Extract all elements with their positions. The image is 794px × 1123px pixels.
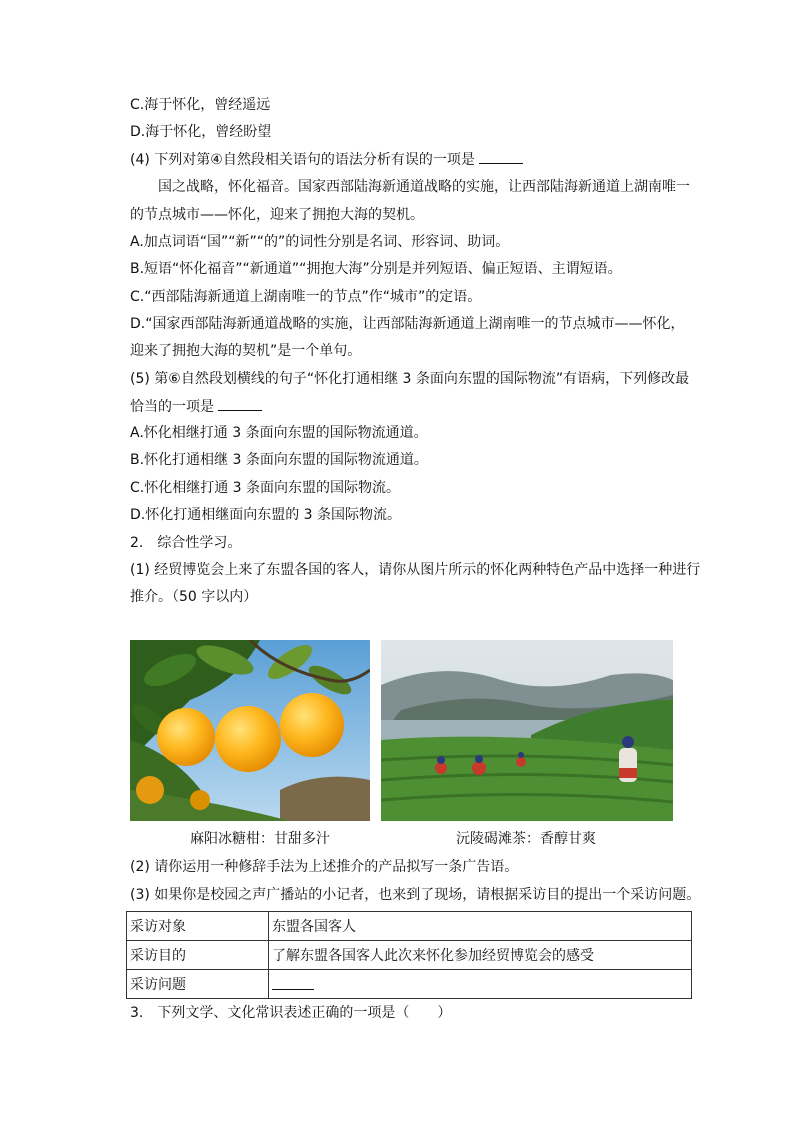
option-d-continued: 迎来了拥抱大海的契机”是一个单句。 <box>130 343 362 359</box>
caption-orange: 麻阳冰糖柑：甘甜多汁 <box>190 831 330 847</box>
answer-blank <box>479 149 523 164</box>
table-value: 东盟各国客人 <box>269 912 692 941</box>
option-b: B.短语“怀化福音”“新通道”“拥抱大海”分别是并列短语、偏正短语、主谓短语。 <box>130 261 622 277</box>
option-d: D.海于怀化，曾经盼望 <box>130 124 272 140</box>
table-row <box>127 941 692 970</box>
tea-field-photo <box>381 640 673 821</box>
option-c: C.怀化相继打通 3 条面向东盟的国际物流。 <box>130 480 401 496</box>
table-key: 采访问题 <box>127 970 269 999</box>
question-2-part-1-continued: 推介。（50 字以内） <box>130 589 258 605</box>
passage-line: 国之战略，怀化福音。国家西部陆海新通道战略的实施，让西部陆海新通道上湖南唯一 <box>158 179 690 195</box>
option-d: D.“国家西部陆海新通道战略的实施，让西部陆海新通道上湖南唯一的节点城市——怀化， <box>130 316 685 332</box>
table-row <box>127 912 692 941</box>
table-value: 了解东盟各国客人此次来怀化参加经贸博览会的感受 <box>269 941 692 970</box>
question-5-stem: (5) 第⑥自然段划横线的句子“怀化打通相继 3 条面向东盟的国际物流”有语病，下列修改最 <box>130 371 690 387</box>
question-5-stem-continued: 恰当的一项是 <box>130 396 262 417</box>
question-2-part-1: (1) 经贸博览会上来了东盟各国的客人，请你从图片所示的怀化两种特色产品中选择一种进行 <box>130 562 701 578</box>
option-c: C.“西部陆海新通道上湖南唯一的节点”作“城市”的定语。 <box>130 289 482 305</box>
answer-blank <box>272 975 314 990</box>
option-d: D.怀化打通相继面向东盟的 3 条国际物流。 <box>130 507 402 523</box>
option-b: B.怀化打通相继 3 条面向东盟的国际物流通道。 <box>130 452 428 468</box>
table-row <box>127 970 692 999</box>
question-2-part-2: (2) 请你运用一种修辞手法为上述推介的产品拟写一条广告语。 <box>130 859 519 875</box>
question-3-stem: 3. 下列文学、文化常识表述正确的一项是（ ） <box>130 1005 452 1021</box>
option-a: A.怀化相继打通 3 条面向东盟的国际物流通道。 <box>130 425 428 441</box>
table-value-answer[interactable] <box>269 970 692 999</box>
passage-line: 的节点城市——怀化，迎来了拥抱大海的契机。 <box>130 207 424 223</box>
question-2-part-3: (3) 如果你是校园之声广播站的小记者，也来到了现场，请根据采访目的提出一个采访问题。 <box>130 887 701 903</box>
answer-blank <box>218 396 262 411</box>
orange-photo <box>130 640 370 821</box>
question-2-title: 2. 综合性学习。 <box>130 535 242 551</box>
table-key: 采访对象 <box>127 912 269 941</box>
orange-image <box>130 640 370 821</box>
option-c: C.海于怀化，曾经遥远 <box>130 97 271 113</box>
question-4-stem: (4) 下列对第④自然段相关语句的语法分析有误的一项是 <box>130 149 523 170</box>
caption-tea: 沅陵碣滩茶：香醇甘爽 <box>456 831 596 847</box>
tea-image <box>381 640 673 821</box>
interview-table <box>126 911 692 999</box>
table-key: 采访目的 <box>127 941 269 970</box>
option-a: A.加点词语“国”“新”“的”的词性分别是名词、形容词、助词。 <box>130 234 510 250</box>
